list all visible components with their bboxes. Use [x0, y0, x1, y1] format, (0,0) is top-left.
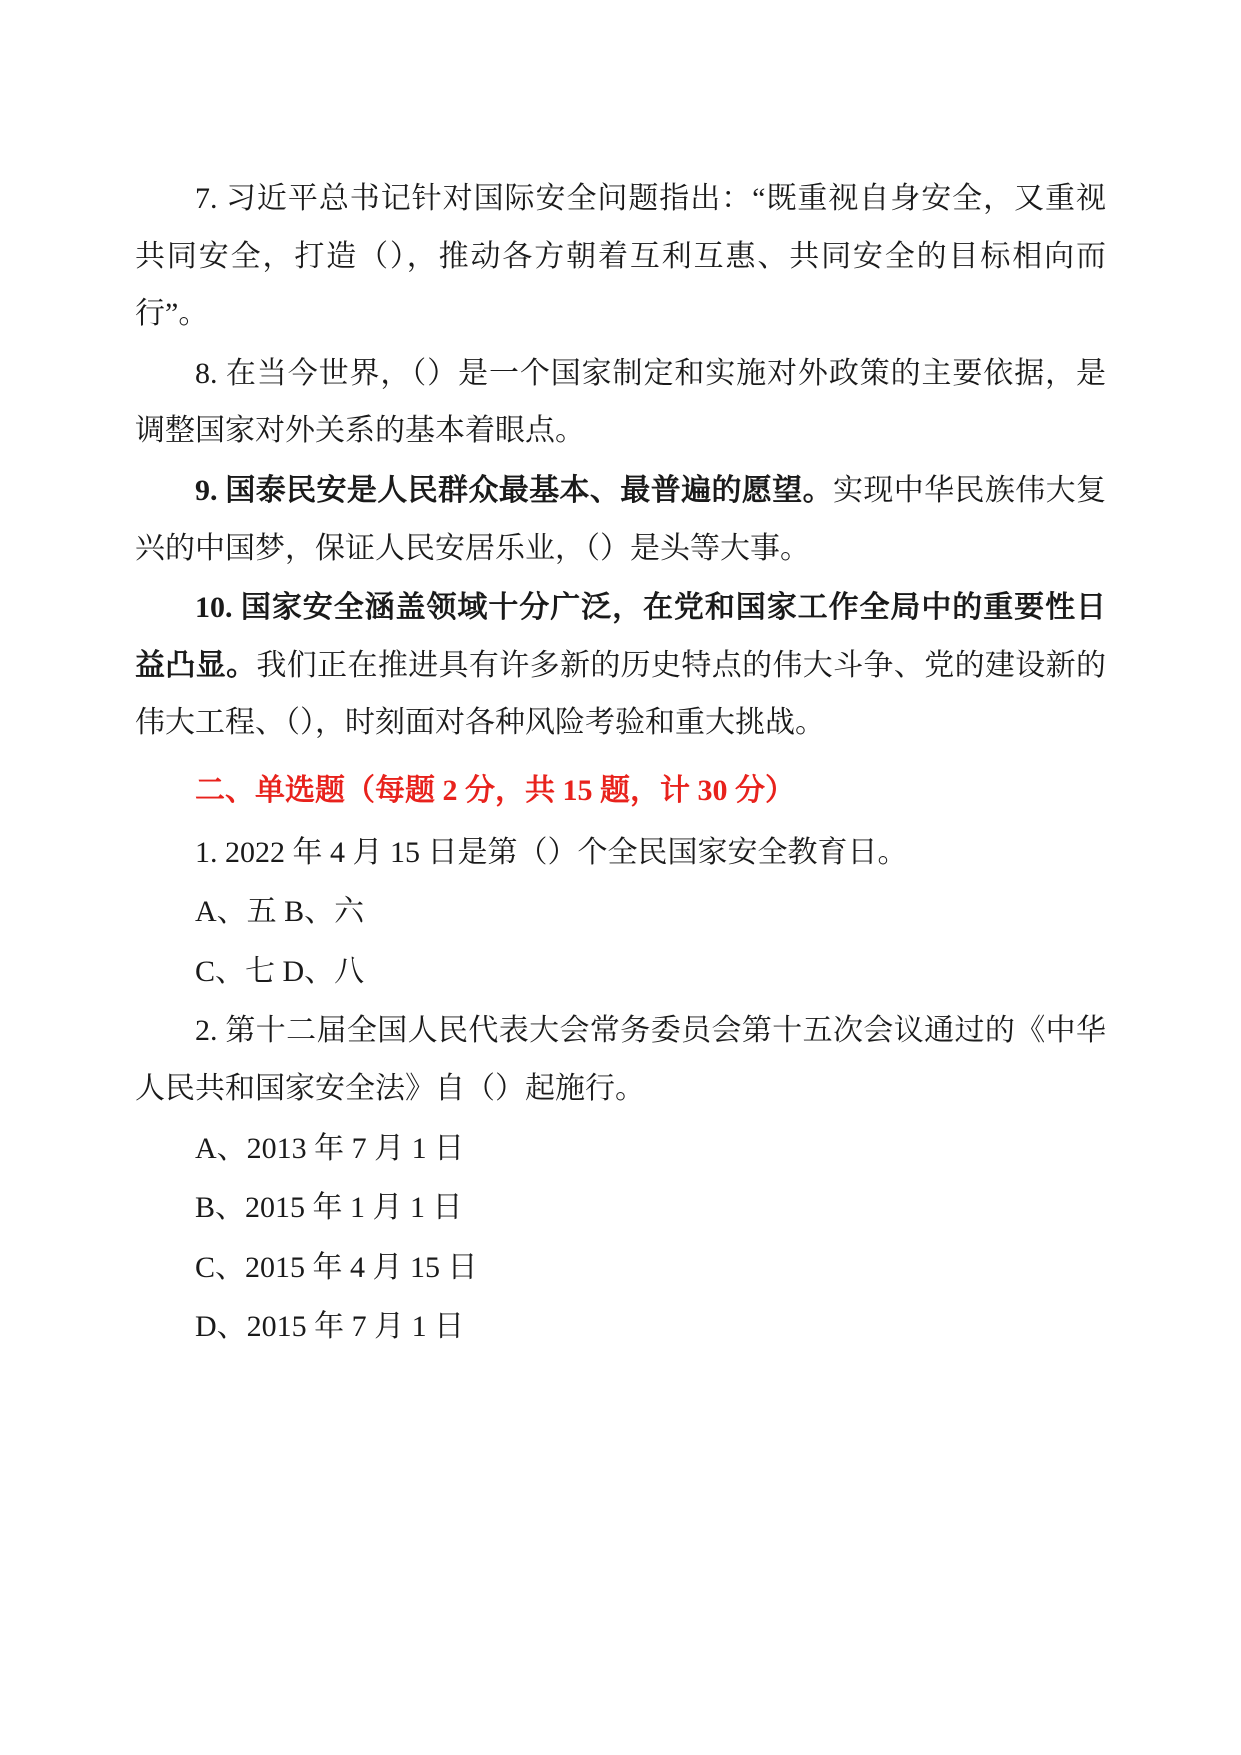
mc-question-2-option-b: B、2015 年 1 月 1 日: [195, 1191, 463, 1225]
question-7-paragraph: 7. 习近平总书记针对国际安全问题指出：“既重视自身安全，又重视共同安全，打造（），推动各方朝着互利互惠、共同安全的目标相向而行”。: [135, 182, 1106, 331]
mc-question-2-option-d: D、2015 年 7 月 1 日: [195, 1310, 465, 1344]
question-9-paragraph: [135, 462, 1106, 577]
mc-question-2-option-c: C、2015 年 4 月 15 日: [195, 1250, 478, 1284]
mc-question-2-option-a: A、2013 年 7 月 1 日: [195, 1131, 465, 1165]
question-9-bold-lead: 9. 国泰民安是人民群众最基本、最普遍的愿望。: [195, 473, 833, 507]
question-8-paragraph: 8. 在当今世界，（）是一个国家制定和实施对外政策的主要依据，是调整国家对外关系的基本着眼点。: [135, 356, 1106, 448]
mc-question-1-option-ab: A、五 B、六: [195, 895, 365, 929]
question-9-rest: 实现中华民族伟大复兴的中国梦，保证人民安居乐业，（）是头等大事。: [135, 473, 1107, 565]
section-heading-single-choice: 二、单选题（每题 2 分，共 15 题，计 30 分）: [195, 773, 795, 807]
mc-question-1: 1. 2022 年 4 月 15 日是第（）个全民国家安全教育日。: [195, 835, 908, 869]
question-10-bold-lead: 10. 国家安全涵盖领域十分广泛，在党和国家工作全局中的重要性日益凸显。: [135, 591, 1106, 682]
question-10-rest: 我们正在推进具有许多新的历史特点的伟大斗争、党的建设新的伟大工程、（），时刻面对各种风险考验和重大挑战。: [135, 648, 1107, 740]
document-body: [135, 170, 1106, 1356]
question-10-paragraph: [135, 579, 1106, 752]
mc-question-1-option-cd: C、七 D、八: [195, 954, 365, 988]
mc-question-2: 2. 第十二届全国人民代表大会常务委员会第十五次会议通过的《中华人民共和国家安全法》自（）起施行。: [135, 1014, 1106, 1105]
